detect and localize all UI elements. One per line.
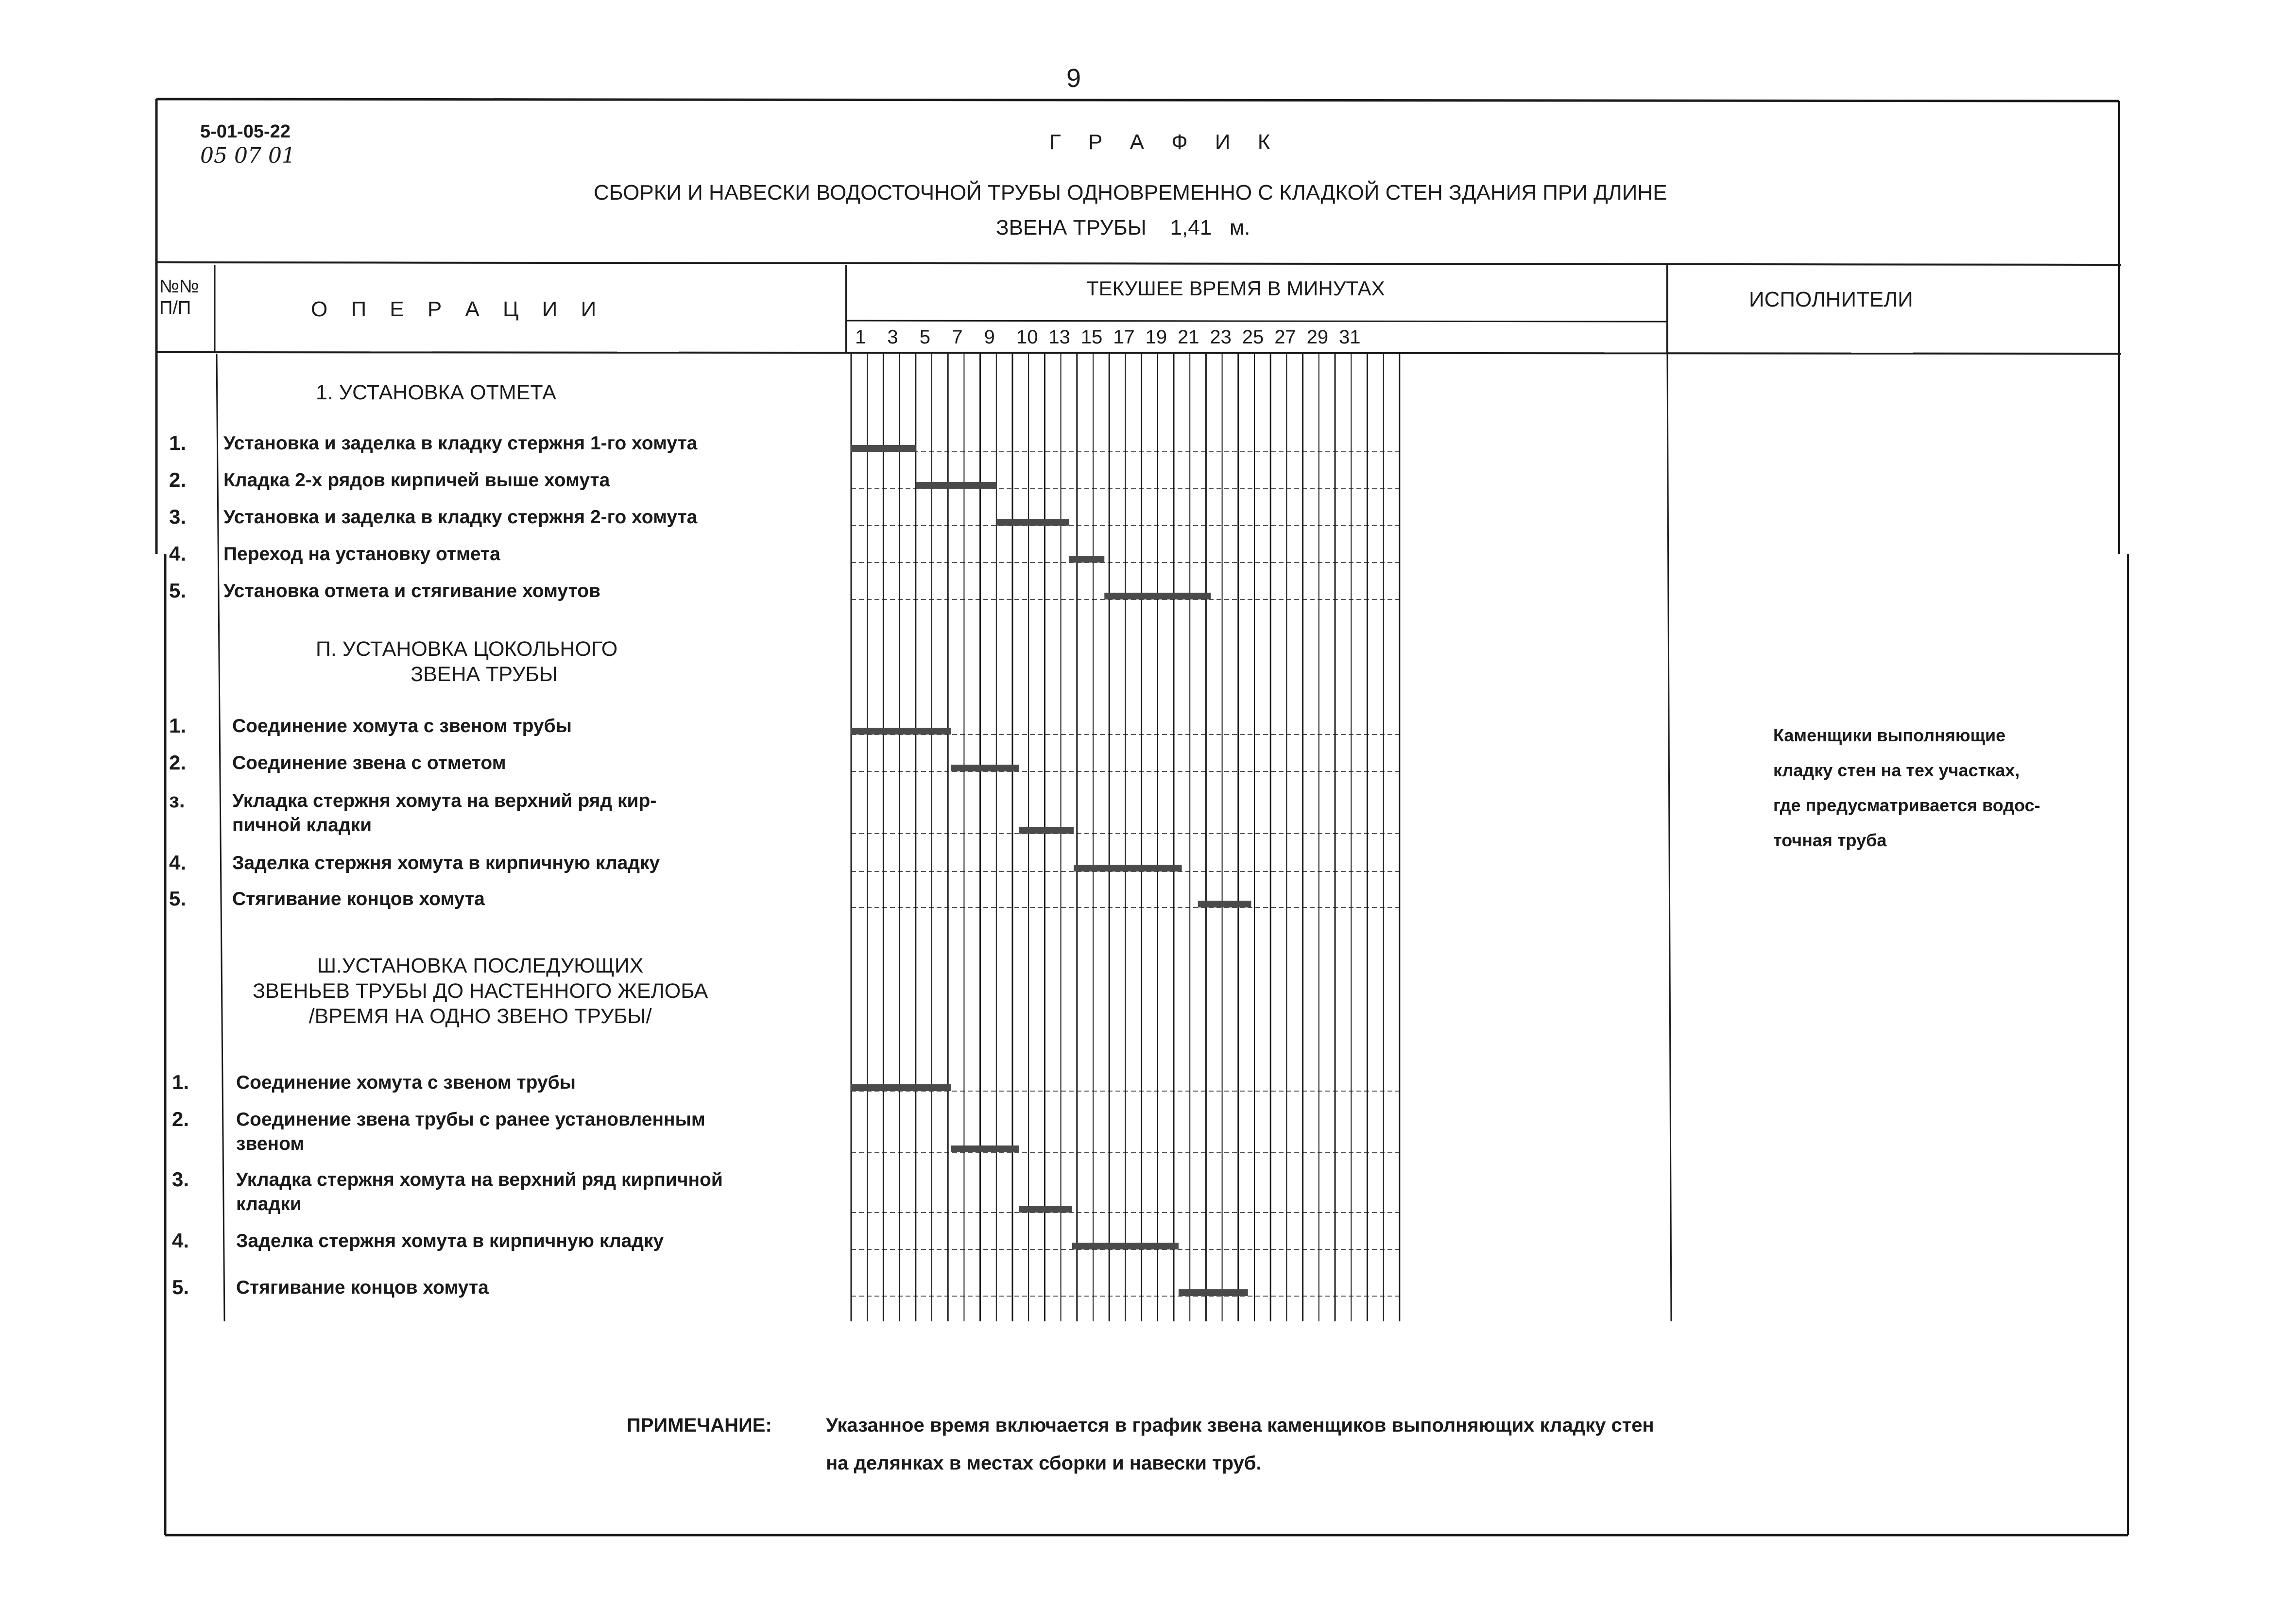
note-line2: на делянках в местах сборки и навески труб. [826, 1453, 1262, 1474]
gantt-bar [951, 765, 1019, 771]
time-tick: 17 [1113, 326, 1135, 348]
operation-text: Установка и заделка в кладку стержня 2-го хомута [223, 507, 698, 528]
operation-number: 5. [169, 887, 187, 910]
gantt-bar [851, 445, 916, 452]
time-tick: 29 [1306, 326, 1329, 348]
gantt-bar [1198, 901, 1251, 907]
time-tick: 23 [1210, 326, 1232, 348]
operation-text: Соединение хомута с звеном трубы [232, 716, 572, 736]
gantt-bar [1072, 1243, 1179, 1249]
time-tick: 7 [952, 326, 963, 348]
operation-number: 1. [172, 1071, 189, 1094]
section-title: 1. УСТАНОВКА ОТМЕТА [316, 381, 556, 404]
operation-text: Соединение звена с отметом [232, 752, 506, 773]
operation-number: 4. [169, 542, 187, 565]
operation-text: Установка отмета и стягивание хомутов [223, 581, 600, 601]
operation-text: Кладка 2-х рядов кирпичей выше хомута [223, 470, 610, 491]
time-tick: 25 [1242, 326, 1264, 348]
performers-column-separator [1667, 354, 1671, 1321]
operation-number: 1. [169, 431, 187, 454]
operation-text: Соединение звена трубы с ранее установленным звеном [236, 1109, 705, 1154]
operation-number: 5. [169, 579, 187, 602]
operation-number: 2. [169, 468, 187, 491]
operation-text: Установка и заделка в кладку стержня 1-го хомута [223, 433, 698, 454]
operation-text: Укладка стержня хомута на верхний ряд кирпичной кладки [236, 1169, 723, 1214]
operation-text: Переход на установку отмета [223, 544, 500, 564]
operation-number: з. [169, 789, 185, 812]
page-title: Г Р А Ф И К [1049, 130, 1281, 154]
time-tick: 10 [1016, 326, 1038, 348]
gantt-bar [851, 1084, 951, 1091]
time-tick: 3 [887, 326, 898, 348]
gantt-bar [916, 482, 996, 489]
operation-text: Соединение хомута с звеном трубы [236, 1072, 576, 1093]
time-tick: 31 [1339, 326, 1361, 348]
gantt-bar [851, 728, 951, 735]
operation-text: Укладка стержня хомута на верхний ряд кир- пичной кладки [232, 790, 657, 836]
operation-number: 2. [172, 1108, 189, 1130]
operation-number: 2. [169, 751, 187, 774]
operation-text: Стягивание концов хомута [236, 1277, 489, 1298]
gantt-bar [951, 1145, 1019, 1152]
time-tick: 19 [1145, 326, 1167, 348]
section-title: Ш.УСТАНОВКА ПОСЛЕДУЮЩИХ ЗВЕНЬЕВ ТРУБЫ ДО НАСТЕННОГО ЖЕЛОБА /ВРЕМЯ НА ОДНО ЗВЕНО ТРУБЫ/ [253, 954, 708, 1028]
header-number-column: №№ П/П [159, 276, 199, 318]
operation-number: 3. [172, 1168, 189, 1191]
header-time: ТЕКУШЕЕ ВРЕМЯ В МИНУТАХ [1086, 277, 1385, 300]
header-operations: О П Е Р А Ц И И [311, 297, 605, 321]
operation-number: 4. [169, 851, 187, 874]
operation-number: 1. [169, 714, 187, 737]
page-number: 9 [1066, 64, 1081, 93]
time-tick: 9 [984, 326, 995, 348]
operation-text: Заделка стержня хомута в кирпичную кладку [232, 853, 660, 873]
number-column-separator [217, 354, 224, 1321]
operation-number: 4. [172, 1229, 189, 1252]
operation-text: Стягивание концов хомута [232, 889, 485, 909]
gantt-bar [1179, 1289, 1248, 1296]
note-label: ПРИМЕЧАНИЕ: [627, 1415, 772, 1436]
page-subtitle-line2: ЗВЕНА ТРУБЫ 1,41 м. [996, 216, 1250, 239]
header-performers: ИСПОЛНИТЕЛИ [1749, 288, 1913, 311]
operation-text: Заделка стержня хомута в кирпичную кладку [236, 1231, 664, 1251]
time-tick: 5 [919, 326, 931, 348]
note-line1: Указанное время включается в график звена каменщиков выполняющих кладку стен [826, 1415, 1654, 1436]
document-date: 05 07 01 [200, 143, 295, 168]
gantt-bar [1069, 556, 1104, 563]
gantt-bar [996, 519, 1069, 526]
performers-text: Каменщики выполняющие кладку стен на тех участках, где предусматривается водос- точная труба [1773, 725, 2040, 850]
time-tick: 1 [855, 326, 866, 348]
page-subtitle-line1: СБОРКИ И НАВЕСКИ ВОДОСТОЧНОЙ ТРУБЫ ОДНОВРЕМЕННО С КЛАДКОЙ СТЕН ЗДАНИЯ ПРИ ДЛИНЕ [594, 181, 1667, 205]
gantt-bar [1019, 827, 1074, 834]
time-tick: 27 [1274, 326, 1296, 348]
gantt-bar [1104, 593, 1211, 599]
time-tick: 15 [1080, 326, 1103, 348]
gantt-bar [1019, 1206, 1072, 1213]
gantt-bar [1074, 865, 1182, 872]
operation-number: 3. [169, 505, 187, 528]
time-tick: 21 [1178, 326, 1199, 348]
gantt-bars [851, 445, 1251, 1296]
operation-number: 5. [172, 1276, 189, 1299]
document-code: 5-01-05-22 [200, 121, 291, 142]
time-tick: 13 [1048, 326, 1070, 348]
section-title: П. УСТАНОВКА ЦОКОЛЬНОГО ЗВЕНА ТРУБЫ [316, 637, 618, 686]
